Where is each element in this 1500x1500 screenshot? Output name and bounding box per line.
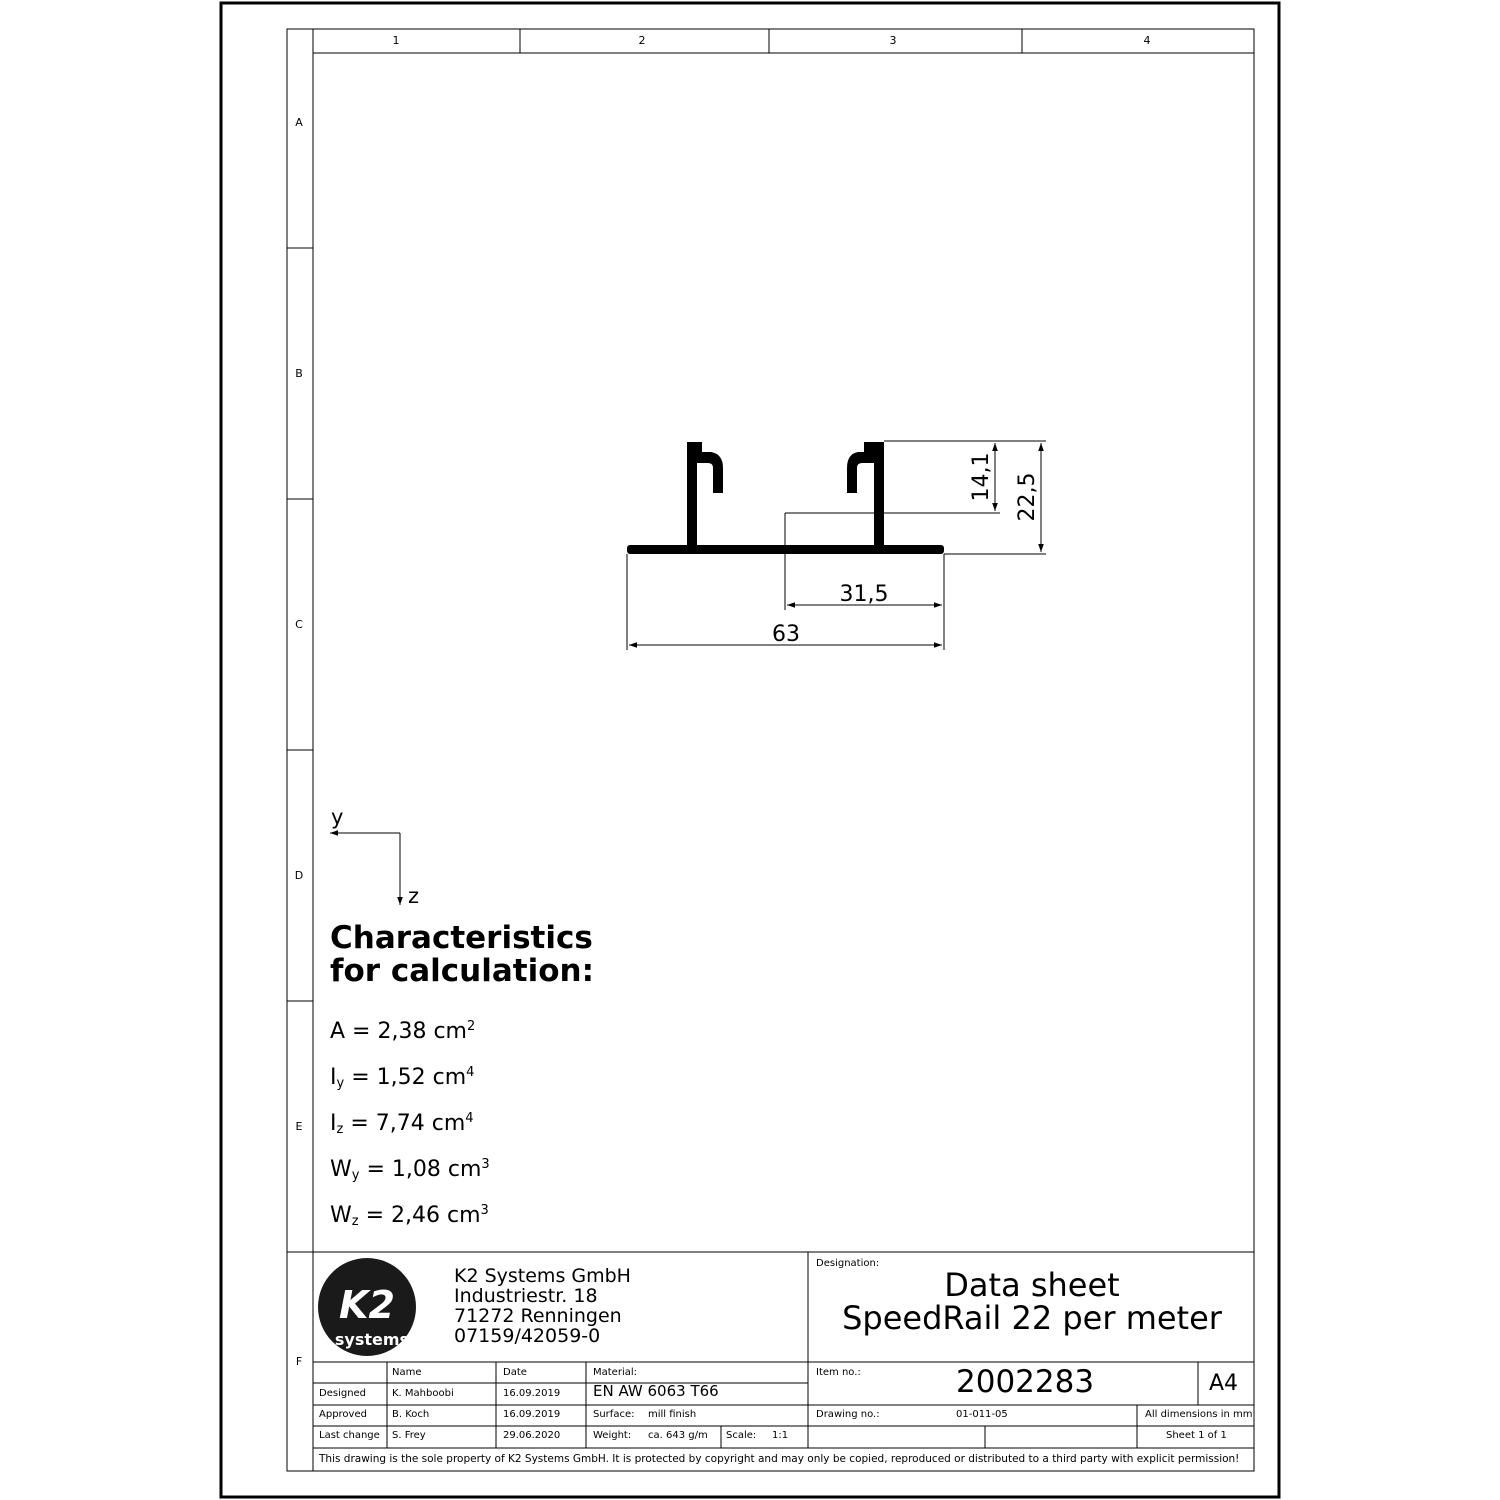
dimension-height-clip [785, 441, 1000, 513]
logo-k2-text: K2 [339, 1283, 395, 1327]
company-name: K2 Systems GmbH [454, 1265, 631, 1287]
zone-row-b: B [295, 367, 303, 380]
lastchange-label: Last change [319, 1430, 380, 1441]
approved-date: 16.09.2019 [503, 1409, 561, 1420]
sheet-note: Sheet 1 of 1 [1166, 1430, 1227, 1441]
zone-row-a: A [295, 116, 303, 129]
char-iy: $I_y = 1,52$ $cm^4$ [330, 1065, 475, 1091]
surface-value: mill finish [648, 1409, 697, 1420]
lastchange-date: 29.06.2020 [503, 1430, 561, 1441]
approved-label: Approved [319, 1409, 367, 1420]
surface-label: Surface: [593, 1409, 635, 1420]
designation-label: Designation: [816, 1258, 880, 1269]
char-wy: $W_y = 1,08$ $cm^3$ [330, 1157, 490, 1183]
dimension-height-total [884, 441, 1046, 554]
characteristics-heading-line2: for calculation: [330, 953, 594, 989]
designed-name: K. Mahboobi [392, 1388, 454, 1399]
zone-col-2: 2 [638, 34, 646, 47]
dim-14-1-label: 14,1 [969, 452, 994, 502]
designation-value [810, 1266, 1254, 1337]
k2-logo [318, 1258, 416, 1356]
char-area: A = 2,38 $cm^2$ [330, 1019, 476, 1044]
dim-63-label: 63 [772, 622, 800, 647]
y-axis-label: y [331, 805, 344, 829]
designation-line1: Data sheet [944, 1266, 1120, 1304]
zone-row-e: E [295, 1120, 303, 1133]
drawing-no-label: Drawing no.: [816, 1409, 880, 1420]
weight-label: Weight: [593, 1430, 632, 1441]
rail-left-hook [697, 442, 723, 493]
item-value: 2002283 [956, 1364, 1095, 1400]
approved-name: B. Koch [392, 1409, 430, 1420]
scale-label: Scale: [726, 1430, 757, 1441]
material-label: Material: [593, 1367, 637, 1378]
company-street: Industriestr. 18 [454, 1285, 598, 1307]
zone-col-1: 1 [392, 34, 400, 47]
z-axis-label: z [408, 884, 420, 908]
date-header: Date [503, 1367, 527, 1378]
characteristics-heading [330, 922, 594, 988]
drawing-no-value: 01-011-05 [956, 1409, 1008, 1420]
rail-left-web [687, 442, 697, 548]
company-phone: 07159/42059-0 [454, 1325, 601, 1347]
rail-right-hook [847, 442, 874, 493]
zone-col-3: 3 [889, 34, 897, 47]
char-iz: $I_z = 7,74$ $cm^4$ [330, 1111, 474, 1137]
zone-row-d: D [294, 869, 304, 882]
zone-col-4: 4 [1143, 34, 1151, 47]
dim-22-5-label: 22,5 [1015, 472, 1040, 522]
inner-frame [287, 29, 1254, 1471]
designed-label: Designed [319, 1388, 367, 1399]
company-city: 71272 Renningen [454, 1305, 622, 1327]
lastchange-name: S. Frey [392, 1430, 426, 1441]
scale-value: 1:1 [772, 1430, 789, 1441]
characteristics-heading-line1: Characteristics [330, 920, 593, 956]
name-header: Name [392, 1367, 422, 1378]
dimensions-note: All dimensions in mm [1145, 1409, 1253, 1420]
designed-date: 16.09.2019 [503, 1388, 561, 1399]
char-wz: $W_z = 2,46$ $cm^3$ [330, 1203, 489, 1229]
logo-systems-text: systems [334, 1330, 410, 1349]
dimension-width-half [785, 513, 944, 650]
designation-line2: SpeedRail 22 per meter [842, 1299, 1222, 1337]
dim-31-5-label: 31,5 [839, 582, 889, 607]
company-address [454, 1266, 631, 1346]
zone-row-f: F [295, 1355, 303, 1368]
item-label: Item no.: [816, 1367, 861, 1378]
material-value: EN AW 6063 T66 [593, 1382, 719, 1400]
rail-right-web [874, 442, 884, 548]
coordinate-axes [330, 805, 419, 908]
copyright-notice: This drawing is the sole property of K2 Systems GmbH. It is protected by copyright and may only be copied, reproduced or distributed to a third party with explicit permission! [319, 1453, 1240, 1465]
weight-value: ca. 643 g/m [648, 1430, 708, 1441]
sheet-format: A4 [1209, 1371, 1239, 1396]
zone-row-c: C [295, 618, 303, 631]
